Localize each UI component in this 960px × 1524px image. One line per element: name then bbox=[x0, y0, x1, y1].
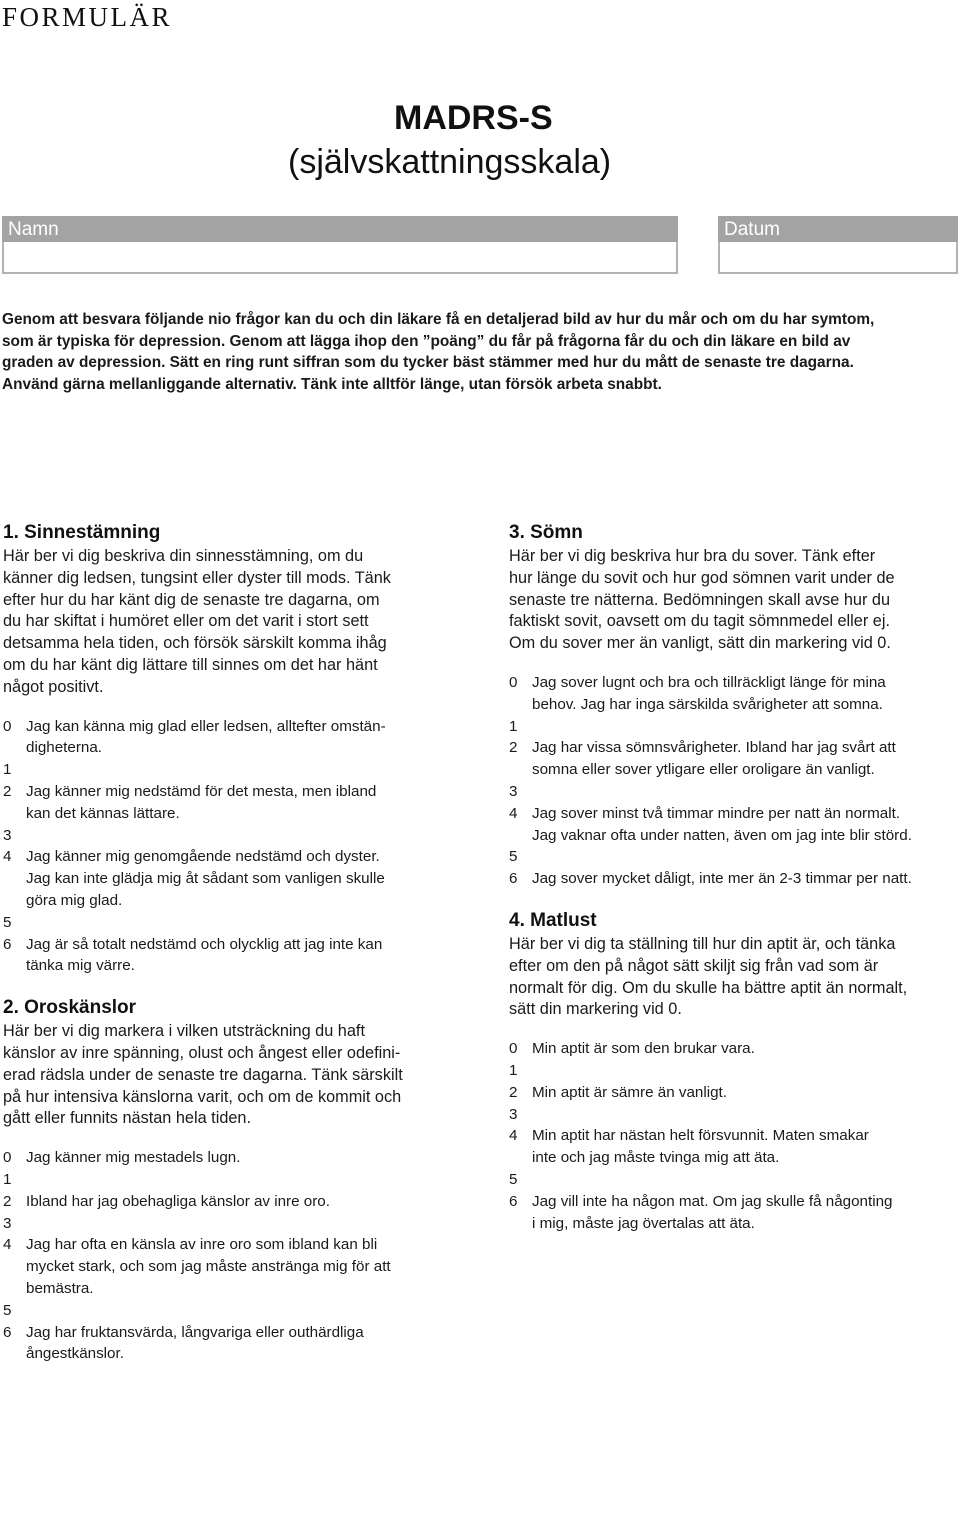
section-title: 2. Oroskänslor bbox=[3, 997, 137, 1019]
description-line: normalt för dig. Om du skulle ha bättre aptit än normalt, bbox=[509, 978, 908, 997]
description-line: Om du sover mer än vanligt, sätt din markering vid 0. bbox=[509, 634, 891, 653]
option-text-line bbox=[26, 759, 473, 781]
option-number[interactable]: 5 bbox=[509, 848, 518, 866]
intro-line: graden av depression. Sätt en ring runt siffran som du tycker bäst stämmer med hur du mått de senaste tre dagarna. bbox=[2, 354, 854, 372]
option-number[interactable]: 3 bbox=[3, 826, 12, 844]
answer-option[interactable] bbox=[3, 1234, 473, 1299]
option-text-line bbox=[532, 846, 960, 868]
answer-option[interactable] bbox=[509, 1060, 960, 1082]
form-title-line-1: MADRS-S bbox=[394, 99, 553, 137]
section-description bbox=[509, 546, 960, 655]
option-text-line: Min aptit har nästan helt försvunnit. Maten smakar bbox=[532, 1127, 869, 1145]
option-number[interactable]: 4 bbox=[509, 1127, 518, 1145]
answer-option[interactable] bbox=[509, 1038, 960, 1060]
answer-option[interactable] bbox=[509, 737, 960, 781]
option-number[interactable]: 6 bbox=[3, 1323, 12, 1341]
answer-option[interactable] bbox=[509, 716, 960, 738]
option-text-line: Jag har fruktansvärda, långvariga eller outhärdliga bbox=[26, 1323, 364, 1341]
option-number[interactable]: 1 bbox=[509, 717, 518, 735]
option-number[interactable]: 1 bbox=[3, 1170, 12, 1188]
option-text-line bbox=[532, 716, 960, 738]
description-line: sätt din markering vid 0. bbox=[509, 1000, 682, 1019]
option-text-line: Jag kan känna mig glad eller ledsen, alltefter omstän- bbox=[26, 717, 386, 735]
answer-option[interactable] bbox=[509, 846, 960, 868]
left-column bbox=[3, 520, 473, 1383]
option-text-line: mycket stark, och som jag måste anstränga mig för att bbox=[26, 1258, 391, 1276]
answer-option[interactable] bbox=[3, 934, 473, 978]
option-number[interactable]: 2 bbox=[509, 739, 518, 757]
option-text-line: Jag känner mig mestadels lugn. bbox=[26, 1149, 241, 1167]
answer-option[interactable] bbox=[3, 1191, 473, 1213]
description-line: om du har känt dig lättare till sinnes om det har hänt bbox=[3, 655, 378, 674]
question-section bbox=[509, 908, 960, 1234]
answer-option[interactable] bbox=[509, 1125, 960, 1169]
description-line: du har skiftat i humöret eller om det varit i stort sett bbox=[3, 612, 369, 631]
section-description bbox=[3, 546, 473, 699]
section-title: 3. Sömn bbox=[509, 522, 583, 543]
answer-option[interactable] bbox=[509, 1191, 960, 1235]
section-title: 4. Matlust bbox=[509, 909, 597, 931]
description-line: något positivt. bbox=[3, 677, 104, 696]
date-input-box[interactable] bbox=[718, 242, 958, 274]
option-number[interactable]: 0 bbox=[509, 1040, 518, 1058]
option-number[interactable]: 3 bbox=[509, 1105, 518, 1123]
option-text-line: Jag vill inte ha någon mat. Om jag skulle få någonting bbox=[532, 1192, 893, 1210]
option-number[interactable]: 0 bbox=[3, 1149, 12, 1167]
description-line: efter om den på något sätt skiljt sig från vad som är bbox=[509, 956, 879, 975]
section-description bbox=[509, 934, 960, 1021]
option-number[interactable]: 5 bbox=[3, 1301, 12, 1319]
answer-option[interactable] bbox=[3, 825, 473, 847]
answer-option[interactable] bbox=[509, 868, 960, 890]
option-number[interactable]: 3 bbox=[509, 782, 518, 800]
answer-option[interactable] bbox=[509, 672, 960, 716]
answer-option[interactable] bbox=[509, 781, 960, 803]
description-line: senaste tre nätterna. Bedömningen skall avse hur du bbox=[509, 590, 891, 609]
option-text-line: Min aptit är sämre än vanligt. bbox=[532, 1083, 727, 1101]
option-text-line: Jag sover lugnt och bra och tillräckligt länge för mina bbox=[532, 673, 886, 691]
date-field-label: Datum bbox=[718, 216, 958, 242]
name-input-box[interactable] bbox=[2, 242, 678, 274]
option-number[interactable]: 4 bbox=[3, 1236, 12, 1254]
option-text-line: göra mig glad. bbox=[26, 891, 123, 909]
option-number[interactable]: 5 bbox=[3, 913, 12, 931]
description-line: Här ber vi dig markera i vilken utsträckning du haft bbox=[3, 1022, 365, 1041]
option-text-line bbox=[532, 1060, 960, 1082]
option-text-line: Min aptit är som den brukar vara. bbox=[532, 1040, 755, 1058]
description-line: efter hur du har känt dig de senaste tre dagarna, om bbox=[3, 590, 380, 609]
option-text-line: Jag sover mycket dåligt, inte mer än 2-3 timmar per natt. bbox=[532, 870, 912, 888]
right-column bbox=[509, 520, 960, 1252]
description-line: hur länge du sovit och hur god sömnen varit under de bbox=[509, 568, 895, 587]
option-number[interactable]: 6 bbox=[3, 935, 12, 953]
question-section bbox=[509, 520, 960, 890]
option-text-line: behov. Jag har inga särskilda svårigheter att somna. bbox=[532, 695, 883, 713]
option-text-line: Jag kan inte glädja mig åt sådant som vanligen skulle bbox=[26, 870, 385, 888]
section-title: 1. Sinnestämning bbox=[3, 522, 161, 543]
answer-option[interactable] bbox=[509, 1169, 960, 1191]
intro-line: som är typiska för depression. Genom att lägga ihop den ”poäng” du får på frågorna får du och din läkare en bild av bbox=[2, 332, 851, 350]
date-field bbox=[718, 216, 958, 276]
option-text-line: Ibland har jag obehagliga känslor av inre oro. bbox=[26, 1192, 330, 1210]
option-text-line: Jag känner mig nedstämd för det mesta, men ibland bbox=[26, 782, 377, 800]
question-section bbox=[3, 520, 473, 977]
option-number[interactable]: 0 bbox=[509, 673, 518, 691]
description-line: Här ber vi dig beskriva hur bra du sover. Tänk efter bbox=[509, 547, 876, 565]
option-text-line: inte och jag måste tvinga mig att äta. bbox=[532, 1149, 780, 1167]
option-number[interactable]: 4 bbox=[3, 848, 12, 866]
option-text-line: Jag känner mig genomgående nedstämd och dyster. bbox=[26, 848, 380, 866]
description-line: på hur intensiva känslorna varit, och om de kommit och bbox=[3, 1087, 402, 1106]
description-line: känslor av inre spänning, olust och ångest eller odefini- bbox=[3, 1043, 401, 1062]
option-number[interactable]: 6 bbox=[509, 870, 518, 888]
question-section bbox=[3, 995, 473, 1365]
description-line: känner dig ledsen, tungsint eller dyster till mods. Tänk bbox=[3, 568, 391, 587]
answer-option[interactable] bbox=[3, 716, 473, 760]
form-title-line-2: (självskattningsskala) bbox=[288, 143, 612, 181]
option-number[interactable]: 4 bbox=[509, 804, 518, 822]
option-text-line: digheterna. bbox=[26, 739, 102, 757]
answer-option[interactable] bbox=[509, 1082, 960, 1104]
option-text-line bbox=[26, 825, 473, 847]
option-text-line: tänka mig värre. bbox=[26, 957, 135, 975]
intro-line: Använd gärna mellanliggande alternativ. Tänk inte alltför länge, utan försök arbeta snabbt. bbox=[2, 376, 662, 394]
answer-option[interactable] bbox=[3, 1147, 473, 1169]
option-text-line bbox=[532, 781, 960, 803]
answer-option[interactable] bbox=[3, 759, 473, 781]
answer-option[interactable] bbox=[509, 1104, 960, 1126]
option-text-line bbox=[26, 1169, 473, 1191]
option-number[interactable]: 1 bbox=[509, 1061, 518, 1079]
option-text-line: somna eller sover ytligare eller oroligare än vanligt. bbox=[532, 761, 875, 779]
option-text-line bbox=[26, 1300, 473, 1322]
option-text-line: kan det kännas lättare. bbox=[26, 804, 180, 822]
option-text-line: Jag har ofta en känsla av inre oro som ibland kan bli bbox=[26, 1236, 378, 1254]
description-line: detsamma hela tiden, och försök särskilt komma ihåg bbox=[3, 634, 387, 653]
option-text-line: bemästra. bbox=[26, 1279, 94, 1297]
option-number[interactable]: 5 bbox=[509, 1170, 518, 1188]
option-text-line bbox=[532, 1169, 960, 1191]
option-number[interactable]: 1 bbox=[3, 761, 12, 779]
description-line: faktiskt sovit, oavsett om du tagit sömnmedel eller ej. bbox=[509, 612, 890, 631]
answer-option[interactable] bbox=[3, 1169, 473, 1191]
section-description bbox=[3, 1021, 473, 1130]
answer-option[interactable] bbox=[3, 1213, 473, 1235]
answer-option[interactable] bbox=[3, 912, 473, 934]
option-number[interactable]: 3 bbox=[3, 1214, 12, 1232]
option-text-line bbox=[532, 1104, 960, 1126]
brand-header: FORMULÄR bbox=[2, 2, 173, 32]
description-line: Här ber vi dig ta ställning till hur din aptit är, och tänka bbox=[509, 934, 896, 953]
option-text-line: ångestkänslor. bbox=[26, 1345, 124, 1363]
answer-option[interactable] bbox=[3, 1300, 473, 1322]
name-field bbox=[2, 216, 678, 276]
form-title bbox=[288, 96, 688, 184]
option-text-line bbox=[26, 1213, 473, 1235]
description-line: gått eller funnits nästan hela tiden. bbox=[3, 1109, 252, 1128]
option-text-line: Jag har vissa sömnsvårigheter. Ibland har jag svårt att bbox=[532, 739, 896, 757]
option-number[interactable]: 6 bbox=[509, 1192, 518, 1210]
answer-option[interactable] bbox=[3, 1322, 473, 1366]
intro-line: Genom att besvara följande nio frågor kan du och din läkare få en detaljerad bild av hur du mår och om du har symtom, bbox=[2, 311, 875, 328]
option-number[interactable]: 0 bbox=[3, 717, 12, 735]
description-line: erad rädsla under de senaste tre dagarna. Tänk särskilt bbox=[3, 1065, 403, 1084]
option-text-line: Jag vaknar ofta under natten, även om jag inte blir störd. bbox=[532, 826, 912, 844]
answer-option[interactable] bbox=[3, 846, 473, 911]
intro-text bbox=[2, 309, 957, 396]
answer-option[interactable] bbox=[509, 803, 960, 847]
option-text-line: i mig, måste jag övertalas att äta. bbox=[532, 1214, 755, 1232]
answer-option[interactable] bbox=[3, 781, 473, 825]
name-field-label: Namn bbox=[2, 216, 678, 242]
option-number[interactable]: 2 bbox=[3, 1192, 12, 1210]
option-number[interactable]: 2 bbox=[509, 1083, 518, 1101]
option-text-line: Jag sover minst två timmar mindre per natt än normalt. bbox=[532, 804, 901, 822]
option-text-line: Jag är så totalt nedstämd och olycklig att jag inte kan bbox=[26, 935, 383, 953]
option-number[interactable]: 2 bbox=[3, 782, 12, 800]
option-text-line bbox=[26, 912, 473, 934]
description-line: Här ber vi dig beskriva din sinnesstämning, om du bbox=[3, 547, 364, 565]
